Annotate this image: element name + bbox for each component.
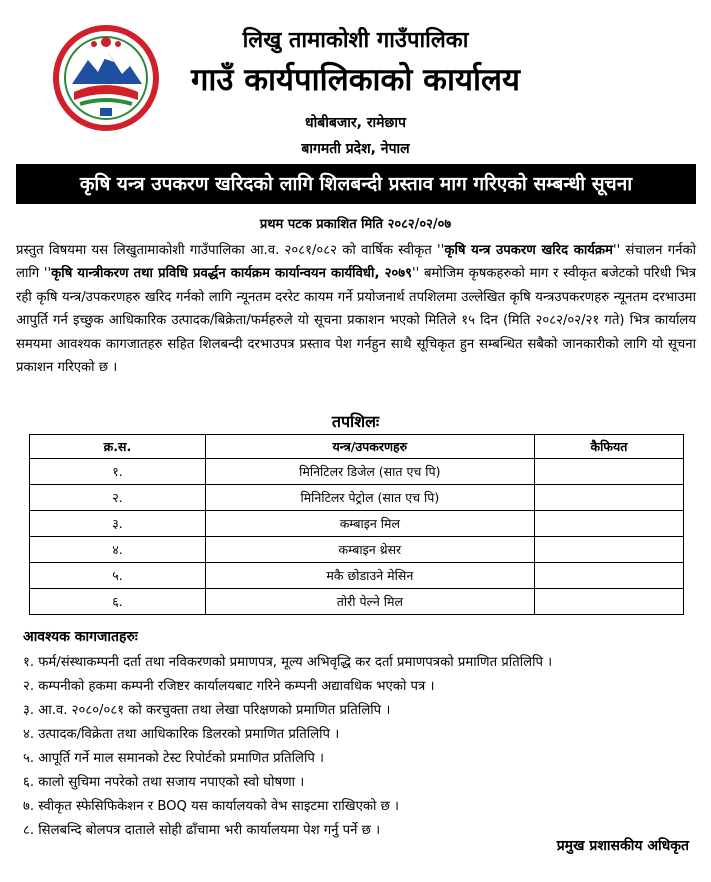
serial-cell: ५. [30, 563, 206, 589]
serial-cell: ४. [30, 537, 206, 563]
remarks-cell [534, 537, 683, 563]
equipment-cell: मिनिटिलर डिजेल (सात एच पि) [205, 459, 534, 485]
table-row [30, 563, 684, 589]
list-item: ३. आ.व. २०८०/०८१ को करचुक्ता तथा लेखा परिक्षणको प्रमाणित प्रतिलिपि । [23, 703, 391, 718]
remarks-cell [534, 485, 683, 511]
equipment-cell: कम्बाइन मिल [205, 511, 534, 537]
program-name: कृषि यन्त्र उपकरण खरिद कार्यक्रम [444, 243, 613, 258]
notice-body [16, 239, 696, 379]
required-docs-list [23, 651, 703, 843]
equipment-table [29, 434, 684, 615]
equipment-cell: कम्बाइन थ्रेसर [205, 537, 534, 563]
serial-cell: ३. [30, 511, 206, 537]
col-equipment-header: यन्त्र/उपकरणहरु [205, 435, 534, 459]
remarks-cell [534, 563, 683, 589]
list-item: ७. स्वीकृत स्फेसिफिकेशन र BOQ यस कार्यालयको वेभ साइटमा राखिएको छ । [23, 799, 400, 814]
list-item: १. फर्म/संस्थाकम्पनी दर्ता तथा नविकरणको प्रमाणपत्र, मूल्य अभिवृद्धि कर दर्ता प्रमाणपत्रको प्रमाणित प्रतिलिपि । [23, 655, 553, 670]
list-item: ६. कालो सुचिमा नपरेको तथा सजाय नपाएको स्वो घोषणा । [23, 775, 305, 790]
remarks-cell [534, 589, 683, 615]
schedule-heading: तपशिलः [331, 412, 380, 431]
serial-cell: २. [30, 485, 206, 511]
body-text-1: प्रस्तुत विषयमा यस लिखुतामाकोशी गाउँपालिका आ.व. २०८१/०८२ को वार्षिक स्वीकृत '' [16, 243, 445, 258]
municipality-name: लिखु तामाकोशी गाउँपालिका [242, 28, 469, 53]
serial-cell: १. [30, 459, 206, 485]
notice-title-banner: कृषि यन्त्र उपकरण खरिदको लागि शिलबन्दी प्रस्ताव माग गरिएको सम्बन्धी सूचना [16, 164, 696, 204]
table-row [30, 589, 684, 615]
published-date: प्रथम पटक प्रकाशित मिति २०८२/०२/०७ [259, 217, 452, 232]
remarks-cell [534, 511, 683, 537]
table-row [30, 511, 684, 537]
signature-title: प्रमुख प्रशासकीय अधिकृत [556, 838, 689, 854]
table-row [30, 485, 684, 511]
equipment-cell: तोरी पेल्ने मिल [205, 589, 534, 615]
office-name: गाउँ कार्यपालिकाको कार्यालय [190, 62, 521, 98]
equipment-cell: मकै छोडाउने मेसिन [205, 563, 534, 589]
required-docs-heading: आवश्यक कागजातहरुः [23, 629, 138, 645]
col-serial-header: क्र.स. [30, 435, 206, 459]
office-address: धोबीबजार, रामेछाप [305, 115, 406, 131]
list-item: २. कम्पनीको हकमा कम्पनी रजिष्टर कार्यालयबाट गरिने कम्पनी अद्यावधिक भएको पत्र । [23, 679, 435, 694]
table-row [30, 537, 684, 563]
list-item: ८. सिलबन्दि बोलपत्र दाताले सोही ढाँचामा भरी कार्यालयमा पेश गर्नु पर्ने छ । [23, 823, 381, 838]
procedure-name: कृषि यान्त्रीकरण तथा प्रविधि प्रवर्द्धन कार्यक्रम कार्यान्वयन कार्यविधी, २०७९ [51, 266, 412, 282]
body-text-3: '' बमोजिम कृषकहरुको माग र स्वीकृत बजेटको परिधी भित्र रही कृषि यन्त्र/उपकरणहरु खरिद गर्नको लागि न्यूनतम दररेट कायम गर्ने प्रयोजनार्थ तपशिलमा उल्लेखित कृषि यन्त्रउपकरणहरु न्यूनतम दरभाउमा आपुर्ति गर्न इच्छुक आधिकारिक उत्पादक/बिक्रेता/फर्महरुले यो सूचना प्रकाशन भएको मितिले १५ दिन (मिति २०८२/०२/२१ गते) भित्र कार्यालय समयमा आवश्यक कागजातहरु सहित शिलबन्दी दरभाउपत्र प्रस्ताव पेश गर्नहुन साथै सूचिकृत हुन सम्बन्धित सबैको जानकारीको लागि यो सूचना प्रकाशन गरिएको छ । [16, 266, 697, 376]
body-text-2: '' संचालन गर्नको लागि '' [16, 243, 696, 282]
remarks-cell [534, 459, 683, 485]
list-item: ४. उत्पादक/विक्रेता तथा आधिकारिक डिलरको प्रमाणित प्रतिलिपि । [23, 727, 340, 742]
province-country: बागमती प्रदेश, नेपाल [301, 141, 410, 157]
list-item: ५. आपूर्ति गर्ने माल समानको टेस्ट रिपोर्टको प्रमाणित प्रतिलिपि । [23, 751, 325, 766]
table-row [30, 459, 684, 485]
equipment-cell: मिनिटिलर पेट्रोल (सात एच पि) [205, 485, 534, 511]
table-header-row [30, 435, 684, 459]
serial-cell: ६. [30, 589, 206, 615]
col-remarks-header: कैफियत [534, 435, 683, 459]
